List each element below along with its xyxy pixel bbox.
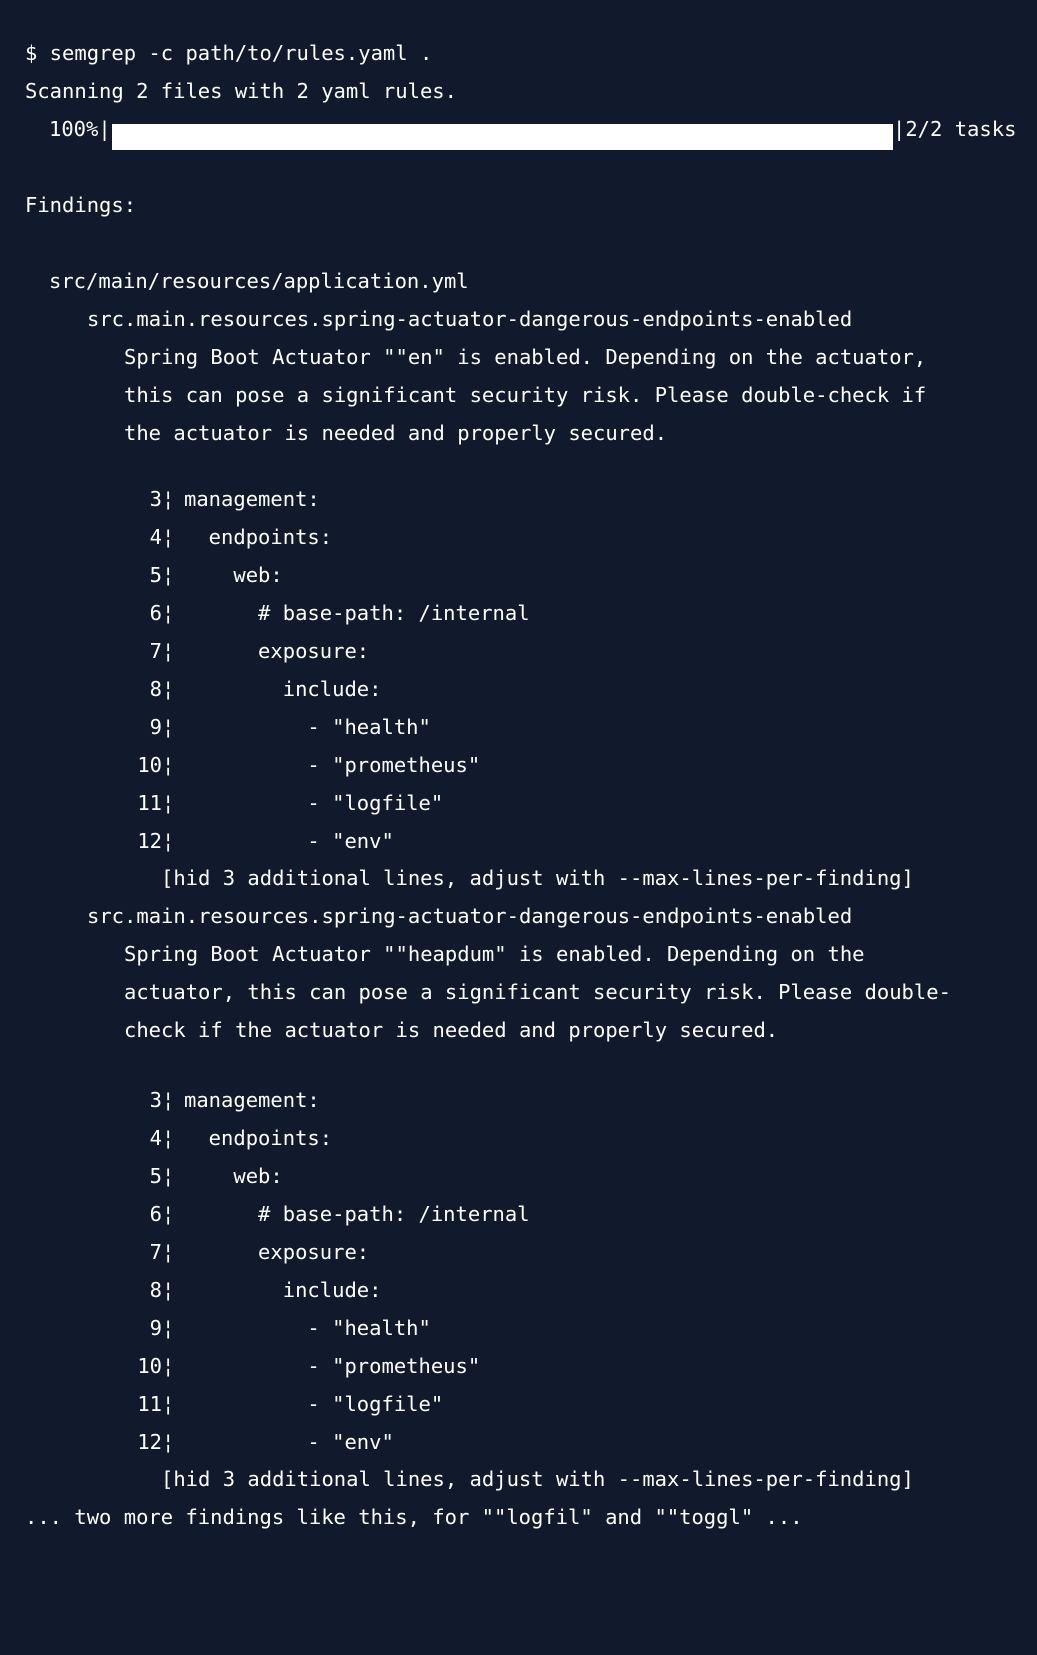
file-path: src/main/resources/application.yml — [49, 269, 469, 293]
code-line — [126, 1270, 381, 1310]
line-number: 9 — [149, 1316, 162, 1340]
gutter-separator: ¦ — [162, 1126, 175, 1150]
progress-percent: 100%| — [49, 117, 111, 141]
code-line — [126, 783, 443, 823]
line-number: 6 — [149, 601, 162, 625]
code-line — [126, 479, 320, 519]
code-line — [126, 707, 431, 747]
line-number: 8 — [149, 1278, 162, 1302]
code-text: # base-path: /internal — [184, 601, 530, 625]
command-line: $ semgrep -c path/to/rules.yaml . — [25, 41, 433, 65]
gutter-separator: ¦ — [162, 563, 175, 587]
line-number: 3 — [149, 1088, 162, 1112]
rule-id: src.main.resources.spring-actuator-dangerous-endpoints-enabled — [87, 307, 853, 331]
gutter-separator: ¦ — [162, 639, 175, 663]
line-number: 4 — [149, 1126, 162, 1150]
line-number: 4 — [149, 525, 162, 549]
line-number: 6 — [149, 1202, 162, 1226]
gutter-separator: ¦ — [162, 753, 175, 777]
code-text: - "env" — [184, 829, 394, 853]
gutter-separator: ¦ — [162, 601, 175, 625]
code-text: exposure: — [184, 639, 370, 663]
code-line — [126, 593, 530, 633]
code-line — [126, 517, 332, 557]
scan-status: Scanning 2 files with 2 yaml rules. — [25, 79, 457, 103]
code-text: - "env" — [184, 1430, 394, 1454]
gutter-separator: ¦ — [162, 1430, 175, 1454]
finding-message-line: Spring Boot Actuator ""heapdum" is enabled. Depending on the — [124, 942, 865, 966]
gutter-separator: ¦ — [162, 791, 175, 815]
code-text: # base-path: /internal — [184, 1202, 530, 1226]
gutter-separator: ¦ — [162, 1164, 175, 1188]
finding-message-line: Spring Boot Actuator ""en" is enabled. Depending on the actuator, — [124, 345, 927, 369]
rule-id: src.main.resources.spring-actuator-dangerous-endpoints-enabled — [87, 904, 853, 928]
gutter-separator: ¦ — [162, 525, 175, 549]
hidden-lines-note: [hid 3 additional lines, adjust with --max-lines-per-finding] — [161, 866, 914, 890]
code-text: - "health" — [184, 715, 431, 739]
code-text: - "prometheus" — [184, 753, 481, 777]
code-text: - "prometheus" — [184, 1354, 481, 1378]
gutter-separator: ¦ — [162, 1392, 175, 1416]
gutter-separator: ¦ — [162, 829, 175, 853]
code-text: web: — [184, 1164, 283, 1188]
gutter-separator: ¦ — [162, 1240, 175, 1264]
gutter-separator: ¦ — [162, 677, 175, 701]
hidden-lines-note: [hid 3 additional lines, adjust with --max-lines-per-finding] — [161, 1467, 914, 1491]
code-line — [126, 555, 283, 595]
code-line — [126, 1308, 431, 1348]
line-number: 12 — [137, 829, 162, 853]
line-number: 5 — [149, 563, 162, 587]
code-line — [126, 631, 369, 671]
line-number: 7 — [149, 639, 162, 663]
code-text: web: — [184, 563, 283, 587]
code-line — [126, 669, 381, 709]
code-text: include: — [184, 1278, 382, 1302]
code-text: include: — [184, 677, 382, 701]
code-text: endpoints: — [184, 525, 333, 549]
code-text: management: — [184, 1088, 320, 1112]
finding-message-line: actuator, this can pose a significant security risk. Please double- — [124, 980, 951, 1004]
gutter-separator: ¦ — [162, 715, 175, 739]
gutter-separator: ¦ — [162, 1354, 175, 1378]
code-line — [126, 1118, 332, 1158]
code-line — [126, 1080, 320, 1120]
code-line — [126, 745, 480, 785]
progress-bar — [112, 124, 893, 150]
code-text: - "logfile" — [184, 1392, 444, 1416]
code-line — [126, 1194, 530, 1234]
line-number: 3 — [149, 487, 162, 511]
gutter-separator: ¦ — [162, 1316, 175, 1340]
line-number: 9 — [149, 715, 162, 739]
trailer-note: ... two more findings like this, for ""logfil" and ""toggl" ... — [25, 1505, 803, 1529]
gutter-separator: ¦ — [162, 487, 175, 511]
code-text: management: — [184, 487, 320, 511]
gutter-separator: ¦ — [162, 1202, 175, 1226]
line-number: 10 — [137, 753, 162, 777]
code-line — [126, 1422, 394, 1462]
code-line — [126, 1232, 369, 1272]
finding-message-line: the actuator is needed and properly secured. — [124, 421, 668, 445]
finding-message-line: this can pose a significant security risk. Please double-check if — [124, 383, 927, 407]
line-number: 8 — [149, 677, 162, 701]
line-number: 11 — [137, 791, 162, 815]
code-text: - "health" — [184, 1316, 431, 1340]
line-number: 11 — [137, 1392, 162, 1416]
line-number: 12 — [137, 1430, 162, 1454]
line-number: 10 — [137, 1354, 162, 1378]
code-text: exposure: — [184, 1240, 370, 1264]
finding-message-line: check if the actuator is needed and properly secured. — [124, 1018, 779, 1042]
line-number: 7 — [149, 1240, 162, 1264]
code-text: endpoints: — [184, 1126, 333, 1150]
gutter-separator: ¦ — [162, 1088, 175, 1112]
code-text: - "logfile" — [184, 791, 444, 815]
code-line — [126, 1346, 480, 1386]
code-line — [126, 1156, 283, 1196]
code-line — [126, 1384, 443, 1424]
line-number: 5 — [149, 1164, 162, 1188]
code-line — [126, 821, 394, 861]
gutter-separator: ¦ — [162, 1278, 175, 1302]
progress-tasks: |2/2 tasks — [893, 117, 1017, 141]
findings-header: Findings: — [25, 193, 137, 217]
